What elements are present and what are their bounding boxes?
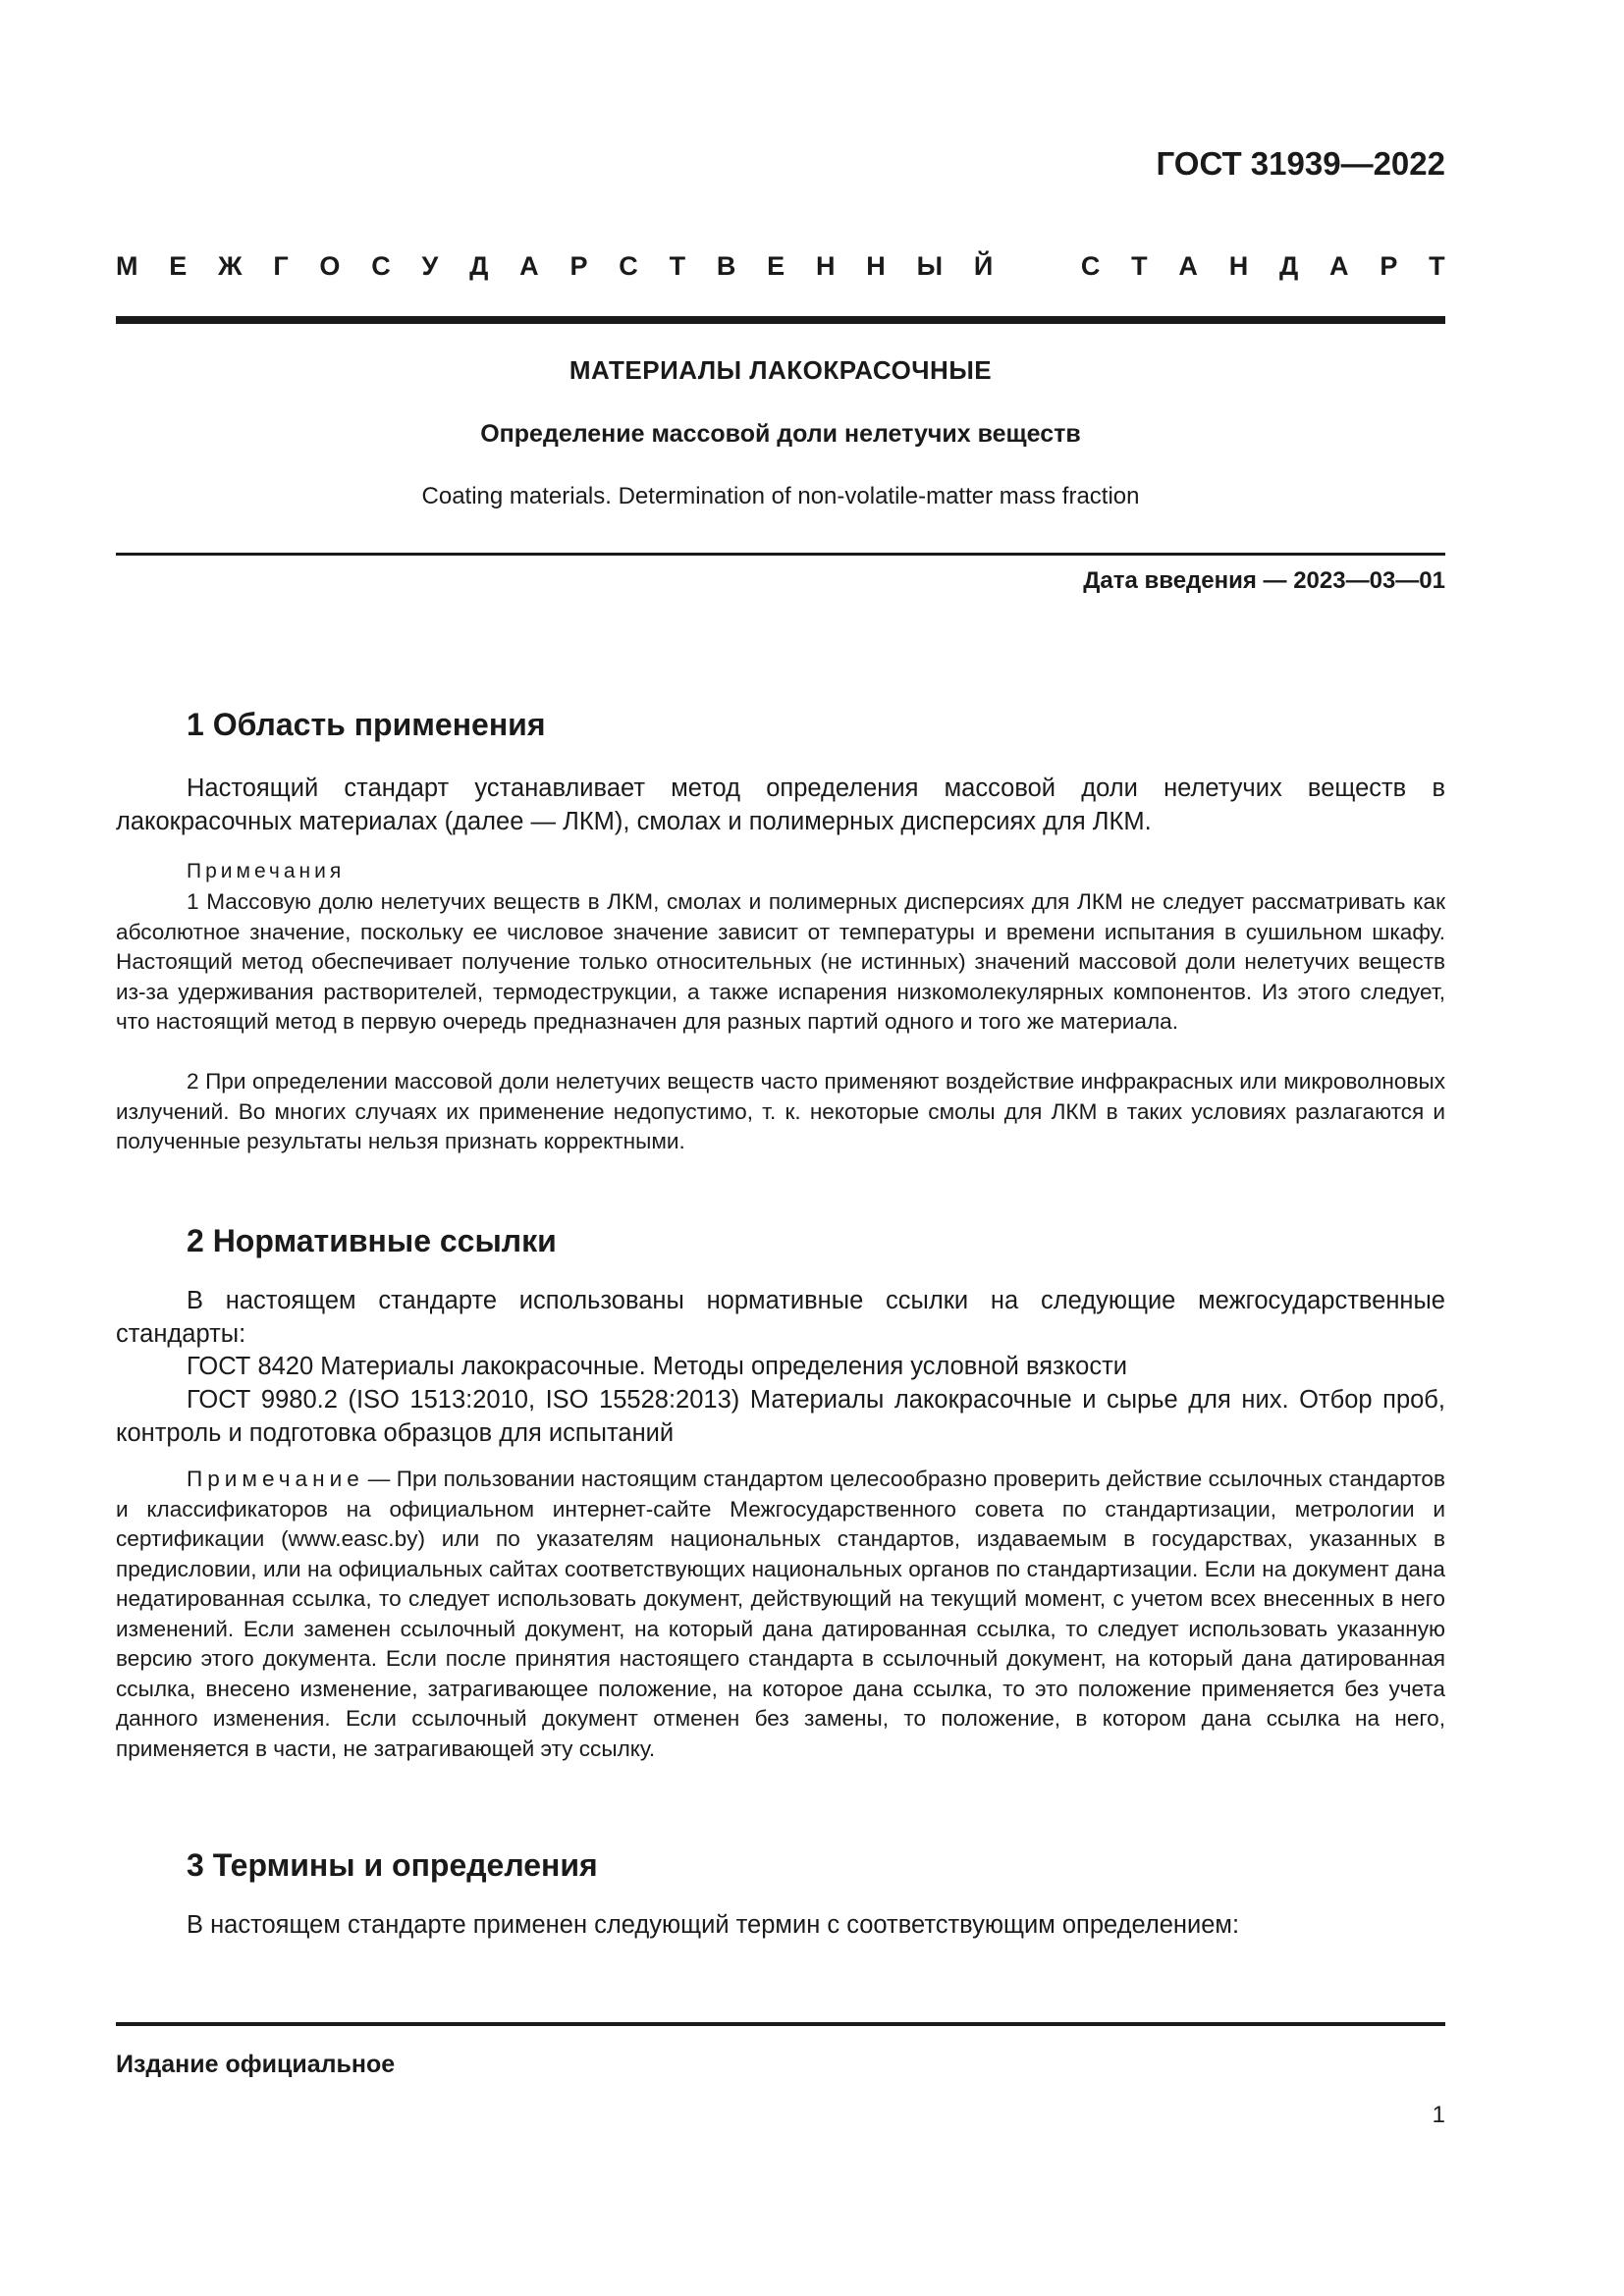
header-rule	[116, 316, 1445, 324]
standard-kind-letter: Р	[1380, 251, 1398, 281]
section-3-paragraph: В настоящем стандарте применен следующий термин с соответствующим определением:	[187, 1911, 1240, 1939]
standard-kind-letter	[1024, 251, 1050, 282]
reference-gost-9980-2: ГОСТ 9980.2 (ISO 1513:2010, ISO 15528:2013) Материалы лакокрасочные и сырье для них. Отбор проб, контроль и подготовка образцов для испытаний	[116, 1386, 1445, 1447]
document-code: ГОСТ 31939—2022	[1156, 145, 1445, 182]
standard-kind-letter: Р	[569, 251, 588, 281]
standard-kind-letter: Д	[469, 251, 489, 281]
introduction-date: Дата введения — 2023—03—01	[1083, 567, 1445, 594]
standard-kind-letter: Е	[169, 251, 188, 281]
note-2: 2 При определении массовой доли нелетучих веществ часто применяют воздействие инфракрасных или микроволновых излучений. Во многих случаях их применение недопустимо, т. к. некоторые смолы для ЛКМ в таких условиях разлагаются и полученные результаты нельзя признать корректными.	[116, 1069, 1445, 1153]
standard-kind-letter: У	[421, 251, 439, 281]
standard-kind-letter: А	[1178, 251, 1198, 281]
standard-kind-letter: В	[716, 251, 736, 281]
page-number: 1	[1432, 2102, 1445, 2128]
standard-kind-letter: Е	[767, 251, 785, 281]
note-text: — При пользовании настоящим стандартом целесообразно проверить действие ссылочных стандартов и классификаторов на официальном интернет-сайте Межгосударственного совета по стандартизации, метрологии и сертификации (www.easc.by) или по указателям национальных стандартов, издаваемым в государствах, указанных в предисловии, или на официальных сайтах соответствующих национальных органов по стандартизации. Если на документ дана недатированная ссылка, то следует использовать документ, действующий на текущий момент, с учетом всех внесенных в него изменений. Если заменен ссылочный документ, на который дана датированная ссылка, то следует использовать указанную версию этого документа. Если после принятия настоящего стандарта в ссылочный документ, на который дана датированная ссылка, внесено изменение, затрагивающее положение, на которое дана ссылка, то это положение применяется без учета данного изменения. Если ссылочный документ отменен без замены, то положение, в котором дана ссылка на него, применяется в части, не затрагивающей эту ссылку.	[116, 1467, 1445, 1761]
standard-kind-letter: Т	[669, 251, 686, 281]
standard-kind-letter: Г	[273, 251, 289, 281]
standard-kind-letter: А	[519, 251, 539, 281]
standard-kind-letter: А	[1329, 251, 1349, 281]
standard-kind-letter: С	[1080, 251, 1101, 281]
standard-kind-letter: Н	[866, 251, 886, 281]
document-subtitle: Определение массовой доли нелетучих веществ	[480, 420, 1081, 448]
standard-kind-letter: С	[371, 251, 391, 281]
reference-gost-8420: ГОСТ 8420 Материалы лакокрасочные. Методы определения условной вязкости	[187, 1353, 1128, 1380]
note-1: 1 Массовую долю нелетучих веществ в ЛКМ, смолах и полимерных дисперсиях для ЛКМ не следует рассматривать как абсолютное значение, поскольку ее числовое значение зависит от температуры и времени испытания в сушильном шкафу. Настоящий метод обеспечивает получение только относительных (не истинных) значений массовой доли нелетучих веществ из-за удерживания растворителей, термодеструкции, а также испарения низкомолекулярных компонентов. Из этого следует, что настоящий метод в первую очередь предназначен для разных партий одного и того же материала.	[116, 889, 1445, 1034]
standard-kind-letter: М	[116, 251, 138, 281]
standard-kind-letter: С	[619, 251, 638, 281]
official-edition-label: Издание официальное	[116, 2051, 396, 2078]
standard-kind-letter: Т	[1131, 251, 1148, 281]
standard-kind-letter: Т	[1429, 251, 1445, 281]
standard-kind-letter: Д	[1279, 251, 1299, 281]
section-1-paragraph: Настоящий стандарт устанавливает метод определения массовой доли нелетучих веществ в лакокрасочных материалах (далее — ЛКМ), смолах и полимерных дисперсиях для ЛКМ.	[116, 774, 1445, 835]
standard-kind-letter: Ы	[916, 251, 944, 281]
notes-label: Примечания	[187, 860, 346, 882]
section-1-heading: 1 Область применения	[187, 707, 546, 742]
standard-kind-letter: О	[319, 251, 341, 281]
document-title: МАТЕРИАЛЫ ЛАКОКРАСОЧНЫЕ	[568, 355, 993, 385]
section-2-heading: 2 Нормативные ссылки	[187, 1223, 557, 1258]
note-label: Примечание	[187, 1467, 364, 1491]
title-rule	[116, 553, 1445, 556]
footer-rule	[116, 2022, 1445, 2026]
standard-kind-letter: Н	[1228, 251, 1249, 281]
standard-kind-letter: Ж	[218, 251, 243, 281]
section-2-note	[116, 1465, 1445, 1764]
standard-kind-letter: Й	[973, 251, 994, 281]
english-title: Coating materials. Determination of non-volatile-matter mass fraction	[421, 483, 1140, 509]
standard-kind-letter: Н	[815, 251, 836, 281]
standard-kind	[116, 251, 1445, 282]
section-3-heading: 3 Термины и определения	[187, 1847, 598, 1883]
section-2-paragraph: В настоящем стандарте использованы нормативные ссылки на следующие межгосударственные стандарты:	[116, 1287, 1445, 1348]
